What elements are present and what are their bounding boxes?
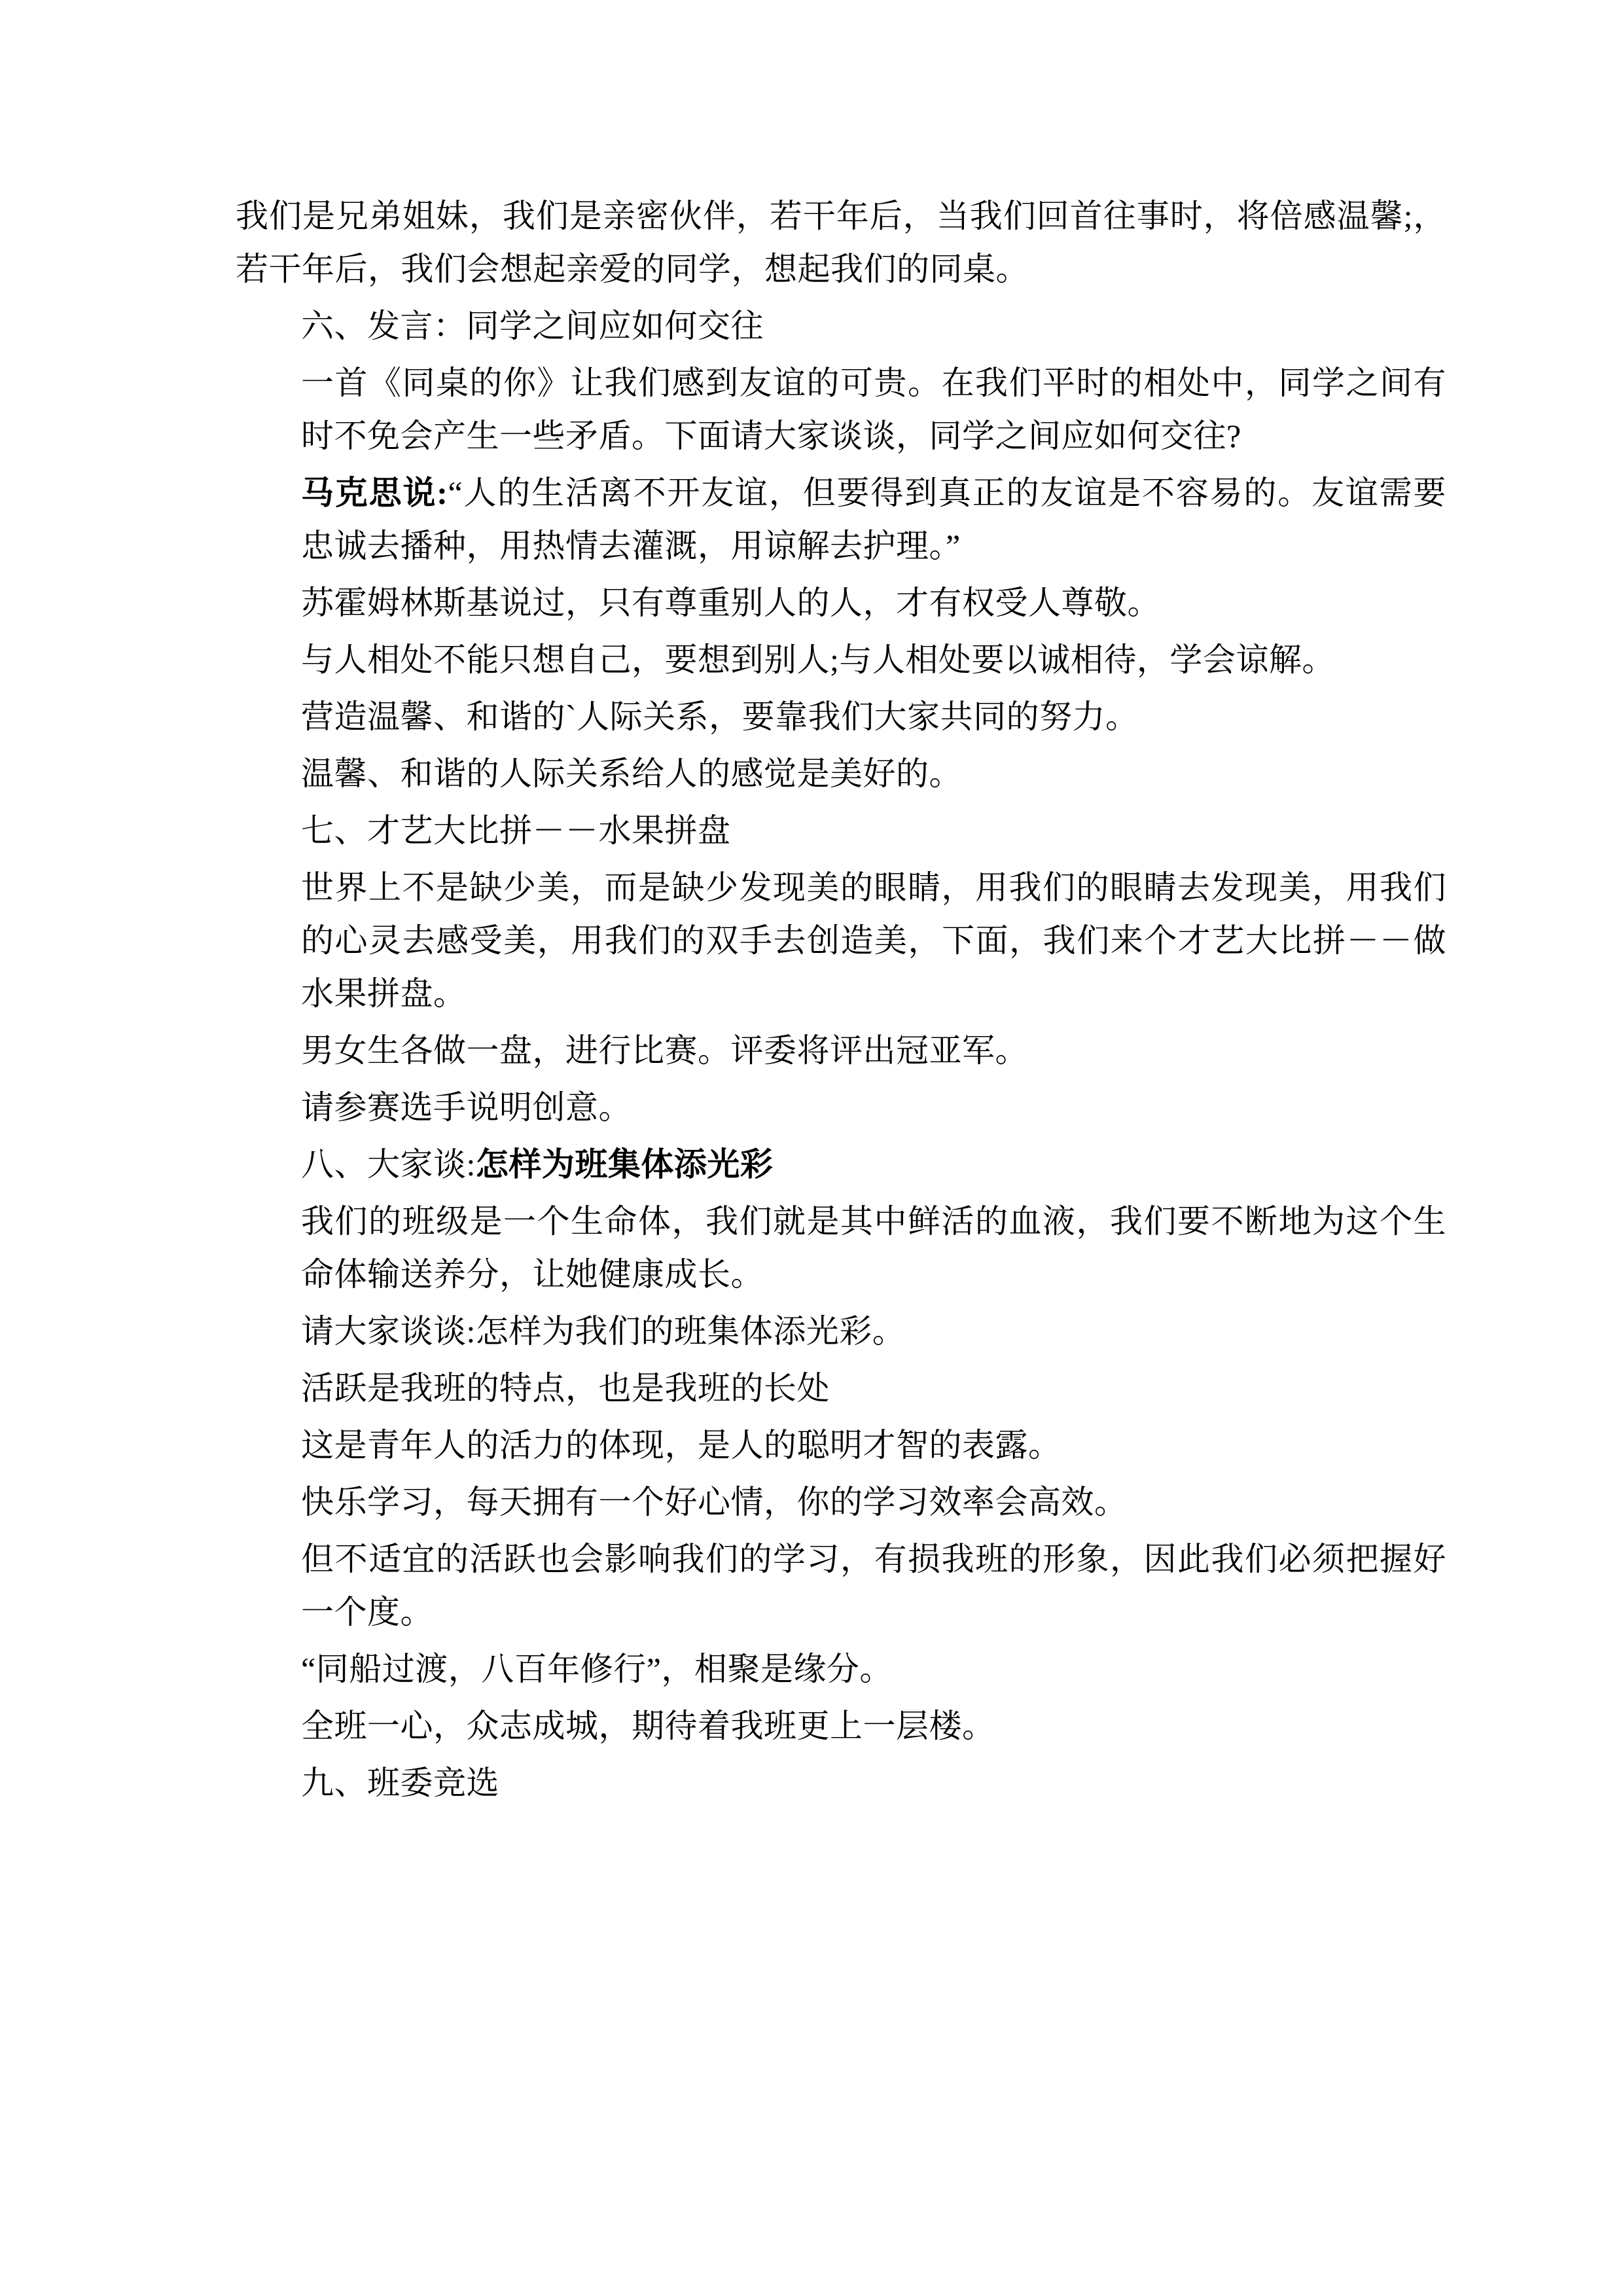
marx-quote-text: “人的生活离不开友谊，但要得到真正的友谊是不容易的。友谊需要忠诚去播种，用热情去灌溉，用谅解去护理。” [301,475,1446,564]
discuss-glory-lead: 请大家谈谈: [301,1313,476,1350]
paragraph-build-relations: 营造温馨、和谐的`人际关系，要靠我们大家共同的努力。 [301,698,1139,735]
heading-six: 六、发言：同学之间应如何交往 [301,308,764,344]
paragraph-warm-harmony: 温馨、和谐的人际关系给人的感觉是美好的。 [301,755,962,792]
paragraph-contestants-explain: 请参赛选手说明创意。 [301,1089,632,1126]
paragraph-discuss-glory [236,1305,1446,1358]
paragraph-boat-quote: “同船过渡，八百年修行”，相聚是缘分。 [301,1651,893,1687]
paragraph-boys-girls-plate: 男女生各做一盘，进行比赛。评委将评出冠亚军。 [301,1032,1028,1069]
discuss-glory-text: 怎样为我们的班集体添光彩。 [475,1313,906,1350]
paragraph-whole-class: 全班一心，众志成城，期待着我班更上一层楼。 [301,1708,995,1744]
paragraph-beauty: 世界上不是缺少美，而是缺少发现美的眼睛，用我们的眼睛去发现美，用我们的心灵去感受美，用我们的双手去创造美，下面，我们来个才艺大比拼－－做水果拼盘。 [301,869,1446,1012]
heading-eight-text: 怎样为班集体添光彩 [475,1146,774,1183]
paragraph-class-organism: 我们的班级是一个生命体，我们就是其中鲜活的血液，我们要不断地为这个生命体输送养分，让她健康成长。 [301,1203,1446,1293]
paragraph-intro-continuation: 我们是兄弟姐妹，我们是亲密伙伴，若干年后，当我们回首往事时，将倍感温馨;，若干年后，我们会想起亲爱的同学，想起我们的同桌。 [236,198,1446,287]
paragraph-inappropriate-activity: 但不适宜的活跃也会影响我们的学习，有损我班的形象，因此我们必须把握好一个度。 [301,1541,1446,1630]
paragraph-sukhomlinsky: 苏霍姆林斯基说过，只有尊重别人的人，才有权受人尊敬。 [301,584,1160,621]
heading-seven: 七、才艺大比拼－－水果拼盘 [301,812,731,849]
heading-eight-lead: 八、大家谈: [301,1146,476,1183]
heading-eight [236,1138,1446,1191]
marx-quote-lead: 马克思说: [301,475,448,511]
paragraph-marx-quote [236,467,1446,573]
paragraph-youth-vitality: 这是青年人的活力的体现，是人的聪明才智的表露。 [301,1427,1061,1463]
paragraph-get-along: 与人相处不能只想自己，要想到别人;与人相处要以诚相待，学会谅解。 [301,641,1335,678]
paragraph-song-friendship: 一首《同桌的你》让我们感到友谊的可贵。在我们平时的相处中，同学之间有时不免会产生一些矛盾。下面请大家谈谈，同学之间应如何交往? [301,365,1446,454]
document-body [236,190,1446,1810]
heading-nine: 九、班委竞选 [301,1765,499,1801]
paragraph-active-feature: 活跃是我班的特点，也是我班的长处 [301,1370,830,1407]
paragraph-happy-study: 快乐学习，每天拥有一个好心情，你的学习效率会高效。 [301,1484,1128,1520]
